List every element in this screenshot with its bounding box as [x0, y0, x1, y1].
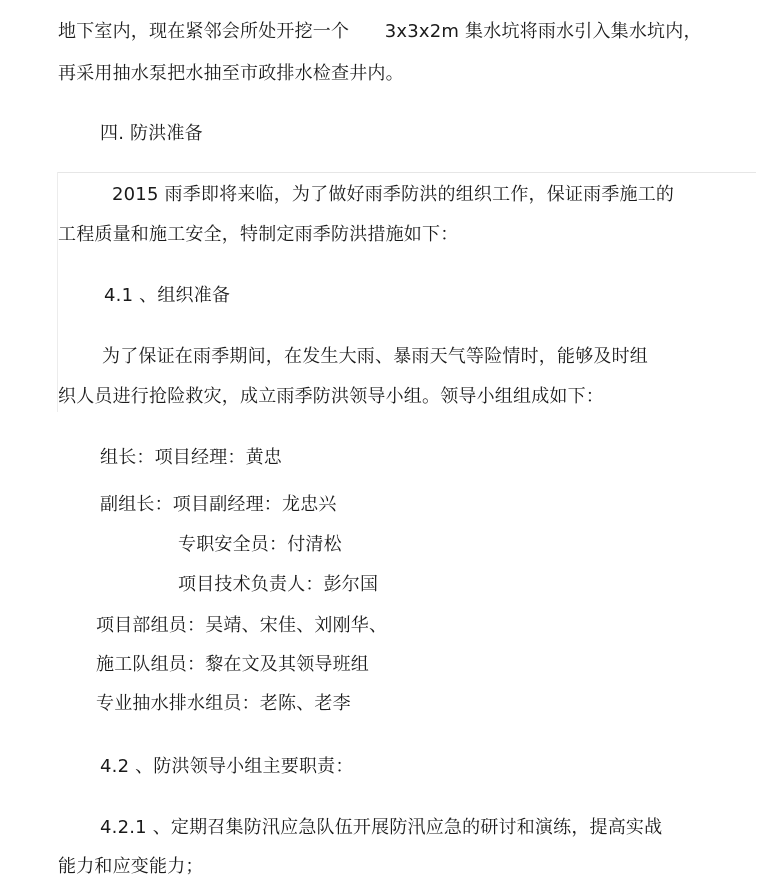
section-heading-flood-prep: 四. 防洪准备: [100, 123, 203, 144]
tech-lead-line: 项目技术负责人：彭尔国: [178, 574, 379, 595]
paragraph-line-1: 地下室内，现在紧邻会所处开挖一个 3x3x2m 集水坑将雨水引入集水坑内，: [58, 21, 702, 42]
paragraph-line-5: 为了保证在雨季期间，在发生大雨、暴雨天气等险情时，能够及时组: [102, 346, 648, 367]
team-leader-line: 组长：项目经理：黄忠: [100, 447, 282, 468]
deputy-leader-line: 副组长：项目副经理：龙忠兴: [100, 494, 337, 515]
section-divider-top: [57, 172, 756, 173]
construction-team-line: 施工队组员：黎在文及其领导班组: [96, 654, 369, 675]
subsection-heading-4-1: 4.1 、组织准备: [104, 285, 231, 306]
paragraph-line-3: 2015 雨季即将来临，为了做好雨季防洪的组织工作，保证雨季施工的: [112, 184, 675, 205]
paragraph-line-4: 工程质量和施工安全，特制定雨季防洪措施如下：: [58, 224, 459, 245]
safety-officer-line: 专职安全员：付清松: [178, 534, 342, 555]
paragraph-line-6: 织人员进行抢险救灾，成立雨季防洪领导小组。领导小组组成如下：: [58, 386, 604, 407]
project-members-line: 项目部组员：吴靖、宋佳、刘刚华、: [96, 615, 388, 636]
paragraph-line-8: 能力和应变能力；: [58, 856, 204, 877]
paragraph-line-7: 4.2.1 、定期召集防汛应急队伍开展防汛应急的研讨和演练，提高实战: [100, 817, 663, 838]
paragraph-line-2: 再采用抽水泵把水抽至市政排水检查井内。: [58, 63, 404, 84]
section-divider-left: [57, 172, 58, 412]
pumping-team-line: 专业抽水排水组员：老陈、老李: [96, 693, 351, 714]
subsection-heading-4-2: 4.2 、防洪领导小组主要职责：: [100, 756, 354, 777]
